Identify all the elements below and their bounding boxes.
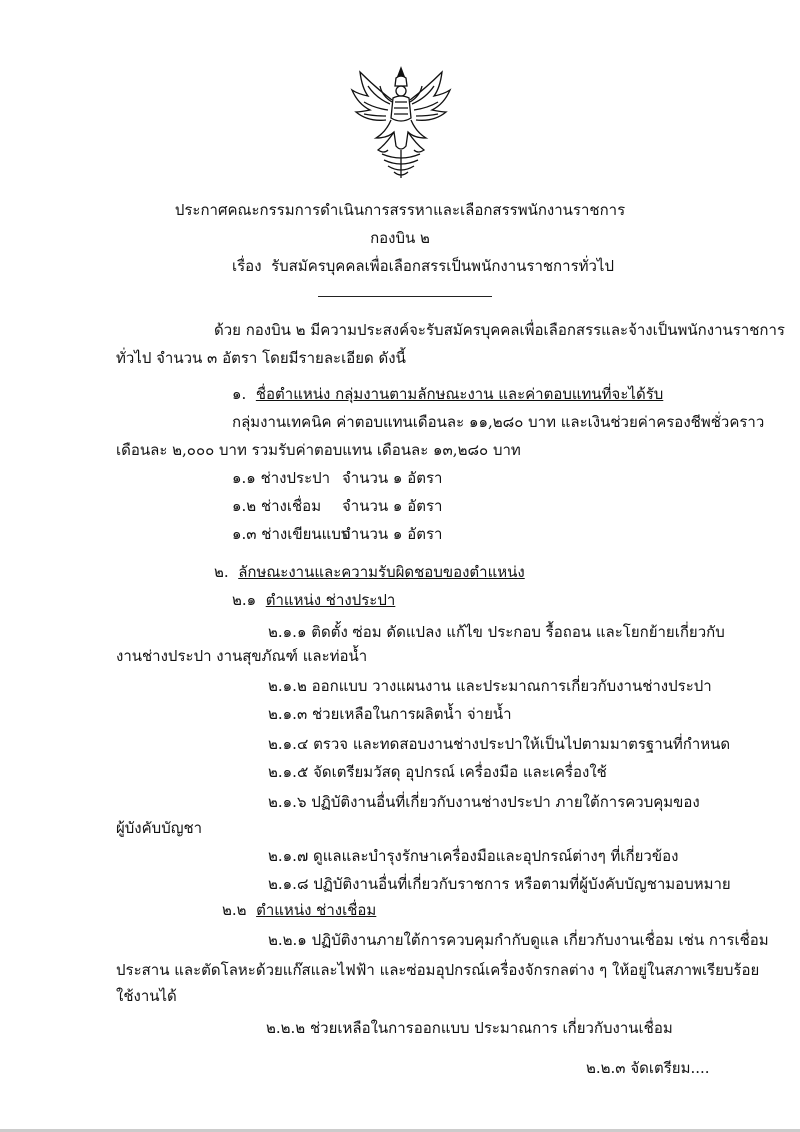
subsection-2-2-heading [222, 900, 376, 920]
position-label: ๑.๓ ช่างเขียนแบบ [232, 525, 351, 543]
section2-title: ลักษณะงานและความรับผิดชอบของตำแหน่ง [238, 563, 525, 581]
item-2-2-1-line2: ประสาน และตัดโลหะด้วยแก๊สและไฟฟ้า และซ่อมอุปกรณ์เครื่องจักรกลต่าง ๆ ให้อยู่ในสภาพเรียบร้อย [116, 961, 760, 979]
subject-line [232, 256, 614, 276]
subsection-2-1-heading [232, 590, 395, 610]
item-2-1-5: ๒.๑.๕ จัดเตรียมวัสดุ อุปกรณ์ เครื่องมือ และเครื่องใช้ [268, 763, 607, 781]
subsection-2-2-title: ตำแหน่ง ช่างเชื่อม [256, 901, 377, 919]
item-2-1-1-line1: ๒.๑.๑ ติดตั้ง ซ่อม ดัดแปลง แก้ไข ประกอบ รื้อถอน และโยกย้ายเกี่ยวกับ [268, 623, 725, 641]
item-2-1-4: ๒.๑.๔ ตรวจ และทดสอบงานช่างประปาให้เป็นไปตามมาตรฐานที่กำหนด [268, 735, 731, 753]
item-2-1-7: ๒.๑.๗ ดูแลและบำรุงรักษาเครื่องมือและอุปกรณ์ต่างๆ ที่เกี่ยวข้อง [268, 847, 679, 865]
section1-title: ชื่อตำแหน่ง กลุ่มงานตามลักษณะงาน และค่าตอบแทนที่จะได้รับ [255, 385, 664, 403]
item-2-2-1-line3: ใช้งานได้ [116, 987, 177, 1005]
organization-name: กองบิน ๒ [370, 229, 430, 247]
subsection-2-1-number: ๒.๑ [232, 591, 257, 609]
section1-body-line1: กลุ่มงานเทคนิค ค่าตอบแทนเดือนละ ๑๑,๒๘๐ บาท และเงินช่วยค่าครองชีพชั่วคราว [232, 413, 765, 431]
item-2-1-6-line2: ผู้บังคับบัญชา [116, 819, 203, 837]
item-2-2-2: ๒.๒.๒ ช่วยเหลือในการออกแบบ ประมาณการ เกี่ยวกับงานเชื่อม [266, 1019, 673, 1037]
position-label: ๑.๑ ช่างประปา [232, 469, 331, 487]
item-2-1-8: ๒.๑.๘ ปฏิบัติงานอื่นที่เกี่ยวกับราชการ หรือตามที่ผู้บังคับบัญชามอบหมาย [268, 875, 731, 893]
subsection-2-2-number: ๒.๒ [222, 901, 247, 919]
title-separator [318, 296, 492, 297]
section2-heading [214, 562, 525, 582]
item-2-1-1-line2: งานช่างประปา งานสุขภัณฑ์ และท่อน้ำ [116, 647, 368, 665]
position-item [232, 524, 442, 544]
section2-number: ๒. [214, 563, 229, 581]
item-2-1-3: ๒.๑.๓ ช่วยเหลือในการผลิตน้ำ จ่ายน้ำ [268, 705, 512, 723]
position-item [232, 496, 442, 516]
position-item [232, 468, 442, 488]
continued-marker: ๒.๒.๓ จัดเตรียม.... [586, 1059, 710, 1077]
subsection-2-1-title: ตำแหน่ง ช่างประปา [265, 591, 396, 609]
intro-paragraph-line1: ด้วย กองบิน ๒ มีความประสงค์จะรับสมัครบุคคลเพื่อเลือกสรรและจ้างเป็นพนักงานราชการ [214, 321, 785, 339]
section1-number: ๑. [232, 385, 247, 403]
item-2-2-1-line1: ๒.๒.๑ ปฏิบัติงานภายใต้การควบคุมกำกับดูแล เกี่ยวกับงานเชื่อม เช่น การเชื่อม [268, 931, 769, 949]
garuda-emblem-icon [346, 66, 456, 184]
item-2-1-2: ๒.๑.๒ ออกแบบ วางแผนงาน และประมาณการเกี่ยวกับงานช่างประปา [268, 677, 712, 695]
position-count: จำนวน ๑ อัตรา [342, 525, 443, 543]
section1-heading [232, 384, 663, 404]
position-label: ๑.๒ ช่างเชื่อม [232, 497, 322, 515]
item-2-1-6-line1: ๒.๑.๖ ปฏิบัติงานอื่นที่เกี่ยวกับงานช่างประปา ภายใต้การควบคุมของ [268, 793, 700, 811]
position-count: จำนวน ๑ อัตรา [342, 469, 443, 487]
section1-body-line2: เดือนละ ๒,๐๐๐ บาท รวมรับค่าตอบแทน เดือนละ ๑๓,๒๘๐ บาท [116, 441, 521, 459]
subject-text: รับสมัครบุคคลเพื่อเลือกสรรเป็นพนักงานราชการทั่วไป [271, 257, 614, 275]
announcement-title: ประกาศคณะกรรมการดำเนินการสรรหาและเลือกสรรพนักงานราชการ [174, 201, 626, 219]
intro-paragraph-line2: ทั่วไป จำนวน ๓ อัตรา โดยมีรายละเอียด ดังนี้ [116, 349, 406, 367]
position-count: จำนวน ๑ อัตรา [342, 497, 443, 515]
subject-label: เรื่อง [232, 257, 262, 275]
